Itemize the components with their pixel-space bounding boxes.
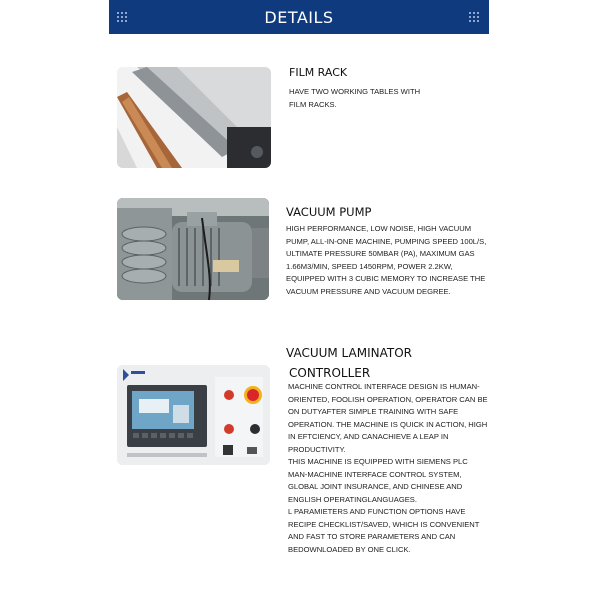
section-title-line1: VACUUM LAMINATOR [286,346,412,360]
controller-paragraph: L PARAMIETERS AND FUNCTION OPTIONS HAVE RECIPE CHECKLIST/SAVED, WHICH IS CONVENIENT AND FAST TO STORE PARAMETERS AND CAN BEDOWNLOADED BY ONE CLICK. [288,507,480,554]
section-body-controller [288,381,488,556]
section-title-controller [286,343,486,383]
dot-grid-icon [469,12,481,22]
dot-grid-icon [117,12,129,22]
section-body-vacuum-pump: HIGH PERFORMANCE, LOW NOISE, HIGH VACUUM PUMP, ALL-IN-ONE MACHINE, PUMPING SPEED 100L/S, ULTIMATE PRESSURE 50MBAR (PA), MAXIMUM GAS 1.66M3/MIN, SPEED 1450RPM, POWER 2.2KW, EQUIPPED WITH 3 CUBIC MEMORY TO INCREASE THE VACUUM PRESSURE AND VACUUM DEGREE. [286,224,487,296]
controller-paragraph: MACHINE CONTROL INTERFACE DESIGN IS HUMAN-ORIENTED, FOOLISH OPERATION, OPERATOR CAN BE ON DUTYAFTER SIMPLE TRAINING WITH SAFE OPERATION. THE MACHINE IS QUICK IN ACTION, HIGH IN EFTCIENCY, AND CANACHIEVE A LEAP IN PRODUCTIVITY. [288,382,488,454]
controller-photo [117,365,270,465]
page-title: DETAILS [264,7,334,27]
vacuum-pump-photo [117,198,269,300]
section-title-film-rack: FILM RACK [289,66,348,79]
film-rack-machine-photo-icon [117,67,271,168]
section-title-line2: CONTROLLER [289,366,371,380]
controller-panel-photo-icon [117,365,270,465]
section-body-film-rack: HAVE TWO WORKING TABLES WITH FILM RACKS. [289,87,421,109]
controller-paragraph: THIS MACHINE IS EQUIPPED WITH SIEMENS PLC MAN-MACHINE INTERFACE CONTROL SYSTEM, GLOBAL JOINT INSURANCE, AND CHINESE AND ENGLISH OPERATINGLANGUAGES. [288,457,468,504]
page-header [109,0,489,34]
vacuum-pump-photo-icon [117,198,269,300]
film-rack-photo [117,67,271,168]
section-title-vacuum-pump: VACUUM PUMP [286,205,372,219]
